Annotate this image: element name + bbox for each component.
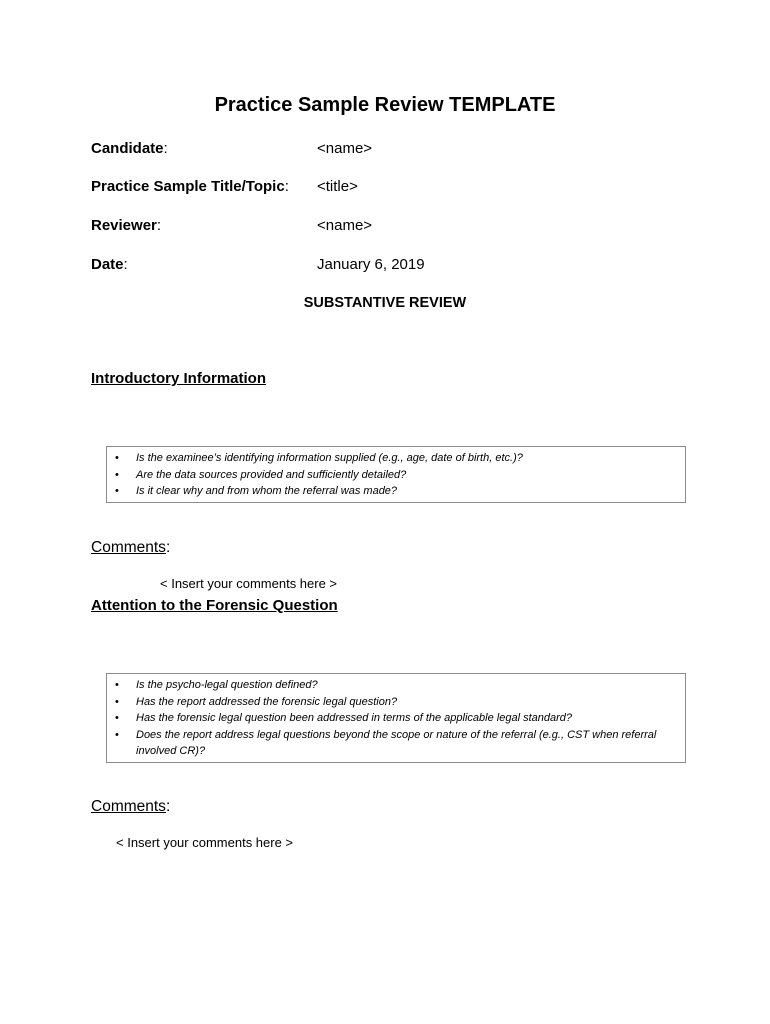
comments-label: Comments: <box>91 798 171 815</box>
section-heading-forensic-question: Attention to the Forensic Question <box>91 597 338 614</box>
checklist-box-forensic-question <box>106 673 686 763</box>
title-topic-label: Practice Sample Title/Topic: <box>91 178 289 195</box>
bullet-icon: • <box>115 485 119 497</box>
checklist-box-introductory <box>106 446 686 503</box>
candidate-value: <name> <box>317 140 373 157</box>
list-item: • Has the forensic legal question been addressed in terms of the applicable legal standard? <box>107 710 679 727</box>
date-value: January 6, 2019 <box>317 256 425 273</box>
section-heading-introductory: Introductory Information <box>91 370 266 387</box>
comments-placeholder[interactable]: < Insert your comments here > <box>116 835 294 850</box>
list-item: • Is the examinee’s identifying information supplied (e.g., age, date of birth, etc.)? <box>107 450 679 467</box>
bullet-icon: • <box>115 679 119 691</box>
comments-label: Comments: <box>91 539 171 556</box>
title-topic-value: <title> <box>317 178 358 195</box>
candidate-label: Candidate: <box>91 140 168 157</box>
comments-placeholder[interactable]: < Insert your comments here > <box>160 576 338 591</box>
list-item: • Are the data sources provided and sufficiently detailed? <box>107 467 679 484</box>
reviewer-value: <name> <box>317 217 373 234</box>
bullet-icon: • <box>115 728 119 741</box>
list-item: • Does the report address legal questions beyond the scope or nature of the referral (e.g., CST when referral involved CR)? <box>115 728 657 757</box>
reviewer-label: Reviewer: <box>91 217 162 234</box>
list-item: • Is the psycho-legal question defined? <box>107 677 679 694</box>
bullet-icon: • <box>115 468 119 481</box>
list-item: • Has the report addressed the forensic legal question? <box>107 694 679 711</box>
bullet-icon: • <box>115 712 119 724</box>
date-label: Date: <box>91 256 128 273</box>
list-item: • Is it clear why and from whom the referral was made? <box>107 483 679 500</box>
bullet-icon: • <box>115 452 119 464</box>
bullet-icon: • <box>115 695 119 708</box>
page-title: Practice Sample Review TEMPLATE <box>214 94 556 116</box>
substantive-review-heading: SUBSTANTIVE REVIEW <box>303 295 467 311</box>
